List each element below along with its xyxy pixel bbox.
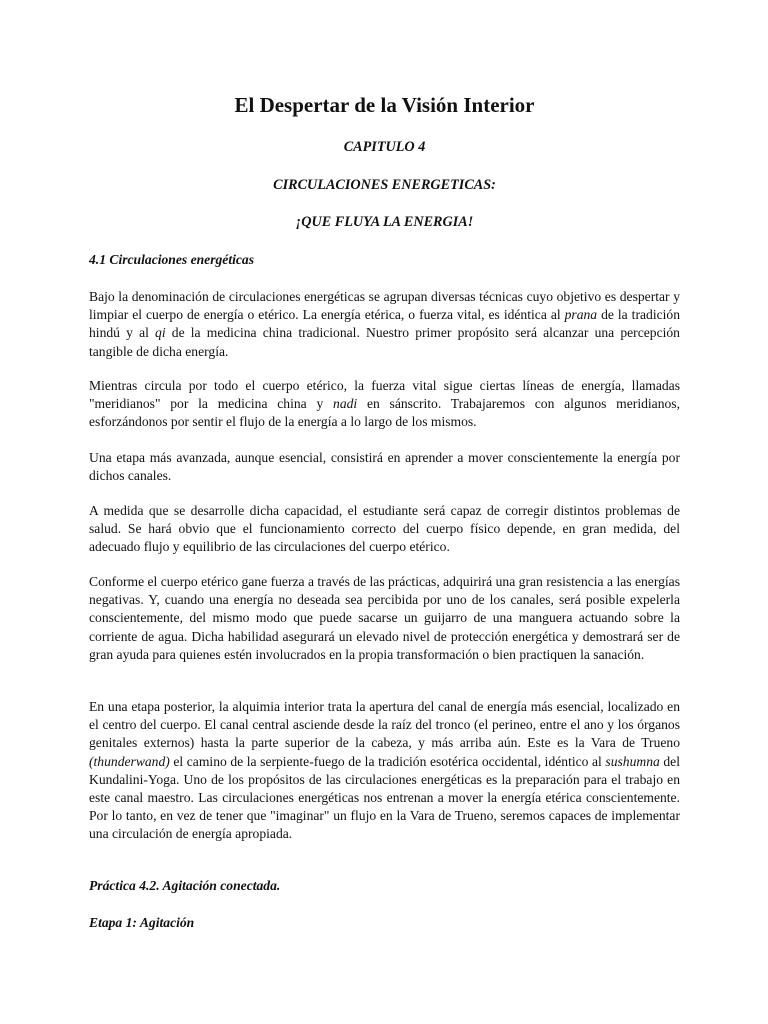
paragraph-6-text-b: el camino de la serpiente-fuego de la tradición esotérica occidental, idéntico al bbox=[169, 753, 606, 769]
stage-heading: Etapa 1: Agitación bbox=[89, 915, 195, 930]
paragraph-1 bbox=[89, 288, 680, 361]
paragraph-4: A medida que se desarrolle dicha capacidad, el estudiante será capaz de corregir distintos problemas de salud. Se hará obvio que el funcionamiento correcto del cuerpo físico depende, en gran medida, del adecuado flujo y equilibrio de las circulaciones del cuerpo etérico. bbox=[89, 503, 680, 555]
paragraph-6-text-c: del Kundalini-Yoga. Uno de los propósitos de las circulaciones energéticas es la preparación para el trabajo en este canal maestro. Las circulaciones energéticas nos entrenan a mover la energía etérica conscientemente. Por lo tanto, en vez de tener que "imaginar" un flujo en la Vara de Trueno, seremos capaces de implementar una circulación de energía apropiada. bbox=[89, 753, 680, 842]
practice-heading: Práctica 4.2. Agitación conectada. bbox=[89, 878, 281, 893]
paragraph-3: Una etapa más avanzada, aunque esencial, consistirá en aprender a mover conscientemente la energía por dichos canales. bbox=[89, 450, 680, 484]
paragraph-6 bbox=[89, 698, 680, 844]
term-prana: prana bbox=[564, 307, 598, 323]
term-sushumna: sushumna bbox=[605, 753, 660, 769]
chapter-heading: CAPITULO 4 bbox=[343, 139, 426, 155]
term-thunderwand: (thunderwand) bbox=[89, 753, 170, 769]
chapter-subtitle: CIRCULACIONES ENERGETICAS: bbox=[273, 177, 496, 193]
chapter-motto: ¡QUE FLUYA LA ENERGIA! bbox=[295, 214, 474, 230]
document-title: El Despertar de la Visión Interior bbox=[234, 93, 535, 117]
paragraph-2-text-a: Mientras circula por todo el cuerpo etérico, la fuerza vital sigue ciertas líneas de energía, llamadas "meridianos" por la medicina china y bbox=[89, 378, 680, 412]
paragraph-2 bbox=[89, 377, 680, 432]
paragraph-2-text-b: en sánscrito. Trabajaremos con algunos meridianos, esforzándonos por sentir el flujo de la energía a lo largo de los mismos. bbox=[89, 396, 680, 430]
paragraph-1-text-a: Bajo la denominación de circulaciones energéticas se agrupan diversas técnicas cuyo objetivo es despertar y limpiar el cuerpo de energía o etérico. La energía etérica, o fuerza vital, es idéntica al bbox=[89, 289, 680, 323]
section-heading: 4.1 Circulaciones energéticas bbox=[89, 252, 255, 267]
paragraph-5: Conforme el cuerpo etérico gane fuerza a través de las prácticas, adquirirá una gran resistencia a las energías negativas. Y, cuando una energía no deseada sea percibida por uno de los canales, será posible expelerla conscientemente, del mismo modo que puede sacarse un guijarro de una manguera actuando sobre la corriente de agua. Dicha habilidad asegurará un elevado nivel de protección energética y demostrará ser de gran ayuda para quienes estén involucrados en la propia transformación o bien practiquen la sanación. bbox=[89, 574, 680, 662]
paragraph-1-text-b: de la tradición hindú y al bbox=[89, 307, 680, 341]
term-nadi: nadi bbox=[333, 396, 358, 412]
paragraph-6-text-a: En una etapa posterior, la alquimia interior trata la apertura del canal de energía más esencial, localizado en el centro del cuerpo. El canal central asciende desde la raíz del tronco (el perineo, entre el ano y los órganos genitales externos) hasta la parte superior de la cabeza, y más arriba aún. Este es la Vara de Trueno bbox=[89, 699, 680, 751]
paragraph-1-text-c: de la medicina china tradicional. Nuestro primer propósito será alcanzar una percepción tangible de dicha energía. bbox=[89, 325, 680, 359]
term-qi: qi bbox=[155, 325, 166, 341]
